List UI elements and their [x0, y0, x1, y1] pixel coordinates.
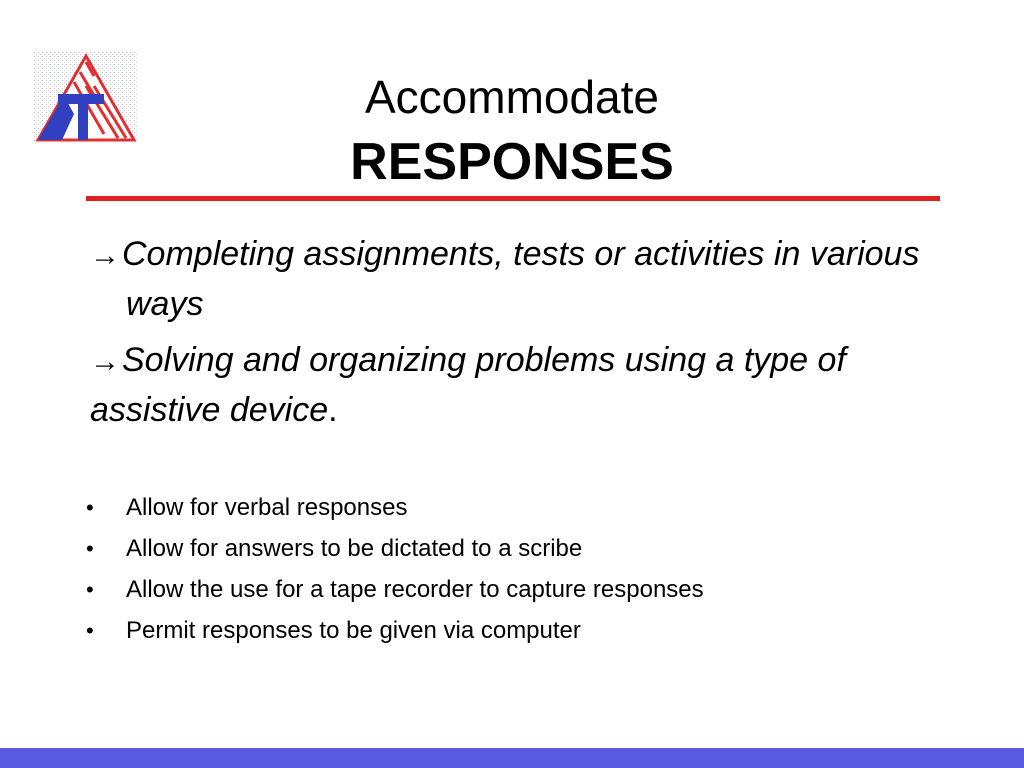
list-item [86, 576, 946, 617]
title-line-1: Accommodate [364, 71, 659, 123]
arrow-item-text: Solving and organizing problems using a type of assistive device [90, 341, 846, 429]
list-item [86, 617, 946, 658]
arrow-list [90, 230, 950, 442]
arrow-item [90, 336, 950, 434]
arrow-item [90, 230, 950, 328]
list-item-text: Allow the use for a tape recorder to capture responses [126, 576, 704, 603]
title-line-2: RESPONSES [350, 133, 674, 191]
list-item-text: Allow for answers to be dictated to a scribe [126, 535, 583, 562]
bullet-icon: • [86, 577, 94, 602]
arrow-right-icon: → [90, 239, 120, 272]
list-item-text: Allow for verbal responses [126, 494, 408, 521]
bullet-icon: • [86, 536, 94, 561]
arrow-item-suffix: . [328, 391, 338, 429]
bullet-icon: • [86, 618, 94, 643]
arrow-right-icon: → [90, 345, 120, 378]
bullet-icon: • [86, 495, 94, 520]
footer-bar [0, 748, 1024, 768]
list-item-text: Permit responses to be given via computer [126, 617, 581, 644]
bullet-list [86, 494, 946, 658]
arrow-item-text: Completing assignments, tests or activities in various ways [122, 235, 920, 323]
list-item [86, 535, 946, 576]
title-divider [86, 196, 940, 201]
list-item [86, 494, 946, 535]
